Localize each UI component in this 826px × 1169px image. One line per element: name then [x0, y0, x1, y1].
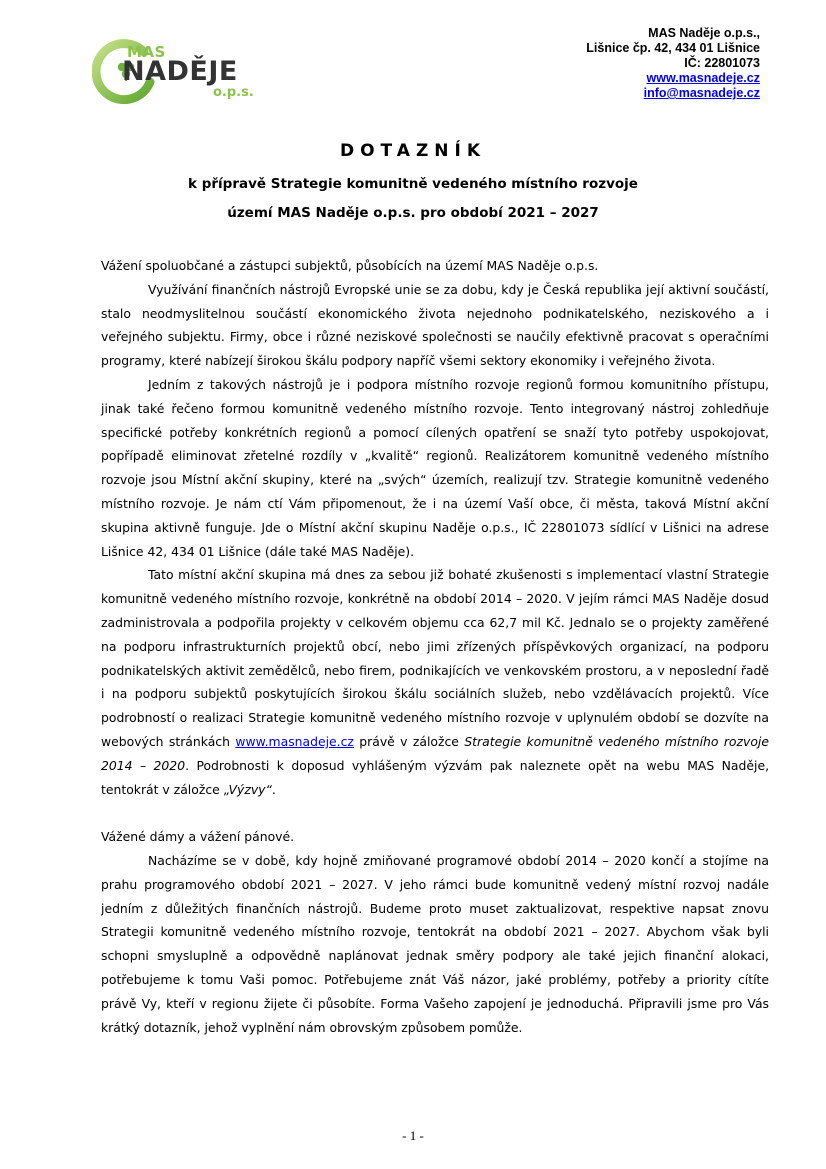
logo-text-nadeje: NADĚJE [122, 56, 238, 87]
page-number: - 1 - [402, 1128, 424, 1143]
address-street: Lišnice čp. 42, 434 01 Lišnice [586, 41, 760, 55]
organization-address [586, 26, 760, 101]
document-subtitle-1: k přípravě Strategie komunitně vedeného místního rozvoje [188, 176, 638, 192]
paragraph-1: Využívání finančních nástrojů Evropské unie se za dobu, kdy je Česká republika její aktivní součástí, stalo neodmyslitelnou součástí ekonomického života nejednoho podnikatelského, neziskového a i veřejného subjektu. Firmy, obce i různé neziskové společnosti se naučily efektivně pracovat s operačními programy, které nabízejí širokou škálu podpory napříč všemi sektory ekonomiky i veřejného života. [101, 281, 769, 369]
paragraph-3-text-a: Tato místní akční skupina má dnes za sebou již bohaté zkušenosti s implementací vlastní Strategie komunitně vedeného místního rozvoje, konkrétně na období 2014 – 2020. V jejím rámci MAS Naděje dosud zadministrovala a podpořila projekty v celkovém objemu cca 62,7 mil Kč. Jednalo se o projekty zaměřené na podporu infrastrukturních projektů obcí, nebo jimi zřízených příspěvkových organizací, na podporu podnikatelských aktivit zemědělců, nebo firem, podnikajících ve venkovském prostoru, a v neposlední řadě i na podporu subjektů poskytujících širokou škálu sociálních služeb, nebo vzdělávacích projektů. Více podrobností o realizaci Strategie komunitně vedeného místního rozvoje v uplynulém období se dozvíte na webových stránkách [101, 567, 769, 749]
document-body [101, 254, 769, 1039]
paragraph-2: Jedním z takových nástrojů je i podpora místního rozvoje regionů formou komunitního přístupu, jinak také řečeno formou komunitně vedeného místního rozvoje. Tento integrovaný nástroj zohledňuje specifické potřeby konkrétních regionů a pomocí cílených opatření se snaží tyto potřeby uspokojovat, popřípadě eliminovat zřetelné rozdíly v „kvalitě“ regionů. Realizátorem komunitně vedeného místního rozvoje jsou Místní akční skupiny, které na „svých“ územích, realizují tzv. Strategie komunitně vedeného místního rozvoje. Je nám ctí Vám připomenout, že i na území Vaší obce, či města, taková Místní akční skupina aktivně funguje. Jde o Místní akční skupinu Naděje o.p.s., IČ 22801073 sídlící v Lišnici na adrese Lišnice 42, 434 01 Lišnice (dále také MAS Naděje). [101, 376, 769, 559]
greeting: Vážení spoluobčané a zástupci subjektů, působících na území MAS Naděje o.p.s. [101, 258, 599, 273]
paragraph-3-text-b: právě v záložce [353, 733, 465, 749]
address-ic: IČ: 22801073 [684, 56, 760, 70]
calls-section-name: „Výzvy“ [223, 781, 272, 797]
logo-text-ops: o.p.s. [213, 85, 254, 100]
paragraph-3 [101, 563, 769, 801]
logo-text-mas: MAS [127, 43, 166, 61]
greeting-2: Vážené dámy a vážení pánové. [101, 829, 295, 845]
inline-website-link[interactable]: www.masnadeje.cz [235, 733, 354, 749]
paragraph-4: Nacházíme se v době, kdy hojně zmiňované programové období 2014 – 2020 končí a stojíme na prahu programového období 2021 – 2027. V jeho rámci bude komunitně vedený místní rozvoj nadále jedním z důležitých finančních nástrojů. Budeme proto muset zaktualizovat, respektive napsat znovu Strategii komunitně vedeného místního rozvoje, tentokrát na období 2021 – 2027. Abychom však byli schopni smysluplně a odpovědně naplánovat jednak směry podpory ale také jejich finanční alokaci, potřebujeme k tomu Vaši pomoc. Potřebujeme znát Váš názor, jaké problémy, potřeby a priority cítíte právě Vy, kteří v regionu žijete či působíte. Forma Vašeho zapojení je jednoduchá. Připravili jsme pro Vás krátký dotazník, jehož vyplnění nám obrovským způsobem pomůže. [101, 852, 769, 1035]
email-link[interactable]: info@masnadeje.cz [643, 86, 760, 100]
paragraph-gap [101, 801, 769, 825]
document-subtitle-2: území MAS Naděje o.p.s. pro období 2021 – 2027 [227, 205, 599, 221]
mas-nadeje-logo [92, 38, 272, 106]
strategy-section-name: Strategie komunitně vedeného místního rozvoje 2014 – 2020 [101, 733, 769, 773]
address-name: MAS Naděje o.p.s., [648, 26, 760, 40]
paragraph-3-text-d: . [271, 781, 276, 797]
document-title: DOTAZNÍK [339, 141, 487, 161]
website-link[interactable]: www.masnadeje.cz [646, 71, 760, 85]
paragraph-3-text-c: . Podrobnosti k doposud vyhlášeným výzvám pak naleznete opět na webu MAS Naděje, tentokrát v záložce [101, 757, 770, 797]
